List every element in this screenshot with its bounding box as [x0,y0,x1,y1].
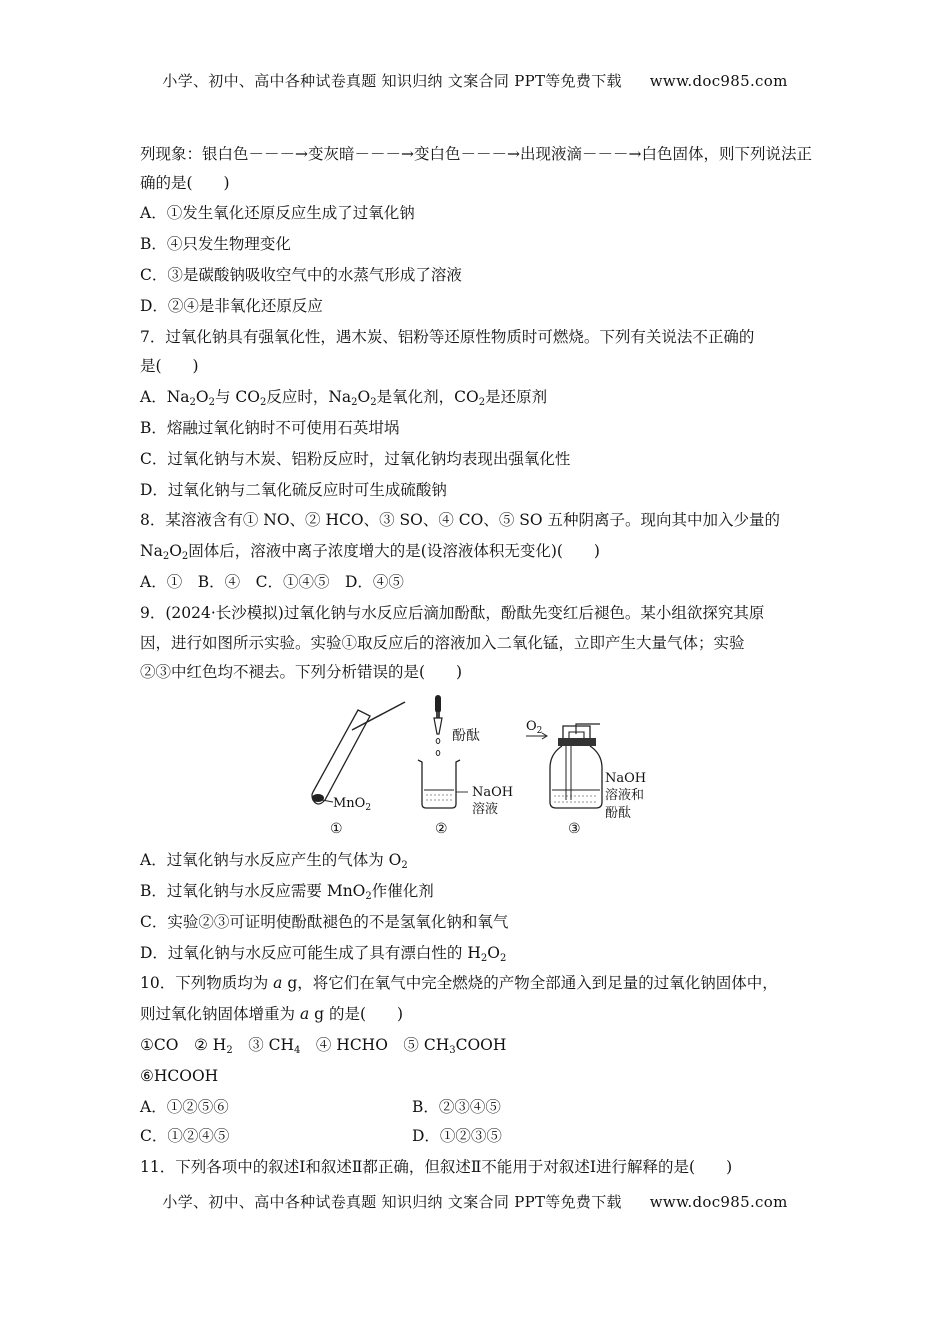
q10-option-d: D．①②③⑤ [412,1127,502,1145]
q9-option-c: C．实验②③可证明使酚酞褪色的不是氢氧化钠和氧气 [140,913,509,931]
label-solution: 溶液 [472,802,499,817]
q6-option-b: B．④只发生物理变化 [140,235,291,253]
q6-option-d: D．②④是非氧化还原反应 [140,297,323,315]
label-solution-and: 溶液和 [605,788,645,803]
q11-stem: 11．下列各项中的叙述Ⅰ和叙述Ⅱ都正确，但叙述Ⅱ不能用于对叙述Ⅰ进行解释的是( ) [140,1158,733,1176]
q10-option-a: A．①②⑤⑥ [140,1098,229,1116]
gas-bottle-apparatus [526,724,602,808]
q7-option-b: B．熔融过氧化钠时不可使用石英坩埚 [140,419,400,437]
q7-option-a: A．$Na_2O_2$与 $CO_2$反应时，$Na_2O_2$是氧化剂，$CO_2$是还原剂 [140,388,548,408]
label-exp-2: ② [435,821,448,837]
q7-stem-line2: 是( ) [140,357,199,375]
footer-url: www.doc985.com [649,1193,788,1211]
q9-option-a: A．过氧化钠与水反应产生的气体为 $O_2$ [140,851,408,871]
experiment-figure [300,690,660,840]
label-o2: $O_2$ [526,719,543,736]
label-exp-3: ③ [568,821,581,837]
label-phenolphthalein: 酚酞 [452,728,480,744]
q7-option-d: D．过氧化钠与二氧化硫反应时可生成硫酸钠 [140,481,447,499]
q9-option-d: D．过氧化钠与水反应可能生成了具有漂白性的 $H_2O_2$ [140,944,507,964]
q8-options: A．① B．④ C．①④⑤ D．④⑤ [140,573,404,591]
label-exp-1: ① [330,821,343,837]
q10-item-6: ⑥HCOOH [140,1067,219,1085]
label-mno2: MnO$_2$ [333,796,372,813]
q7-stem-line1: 7．过氧化钠具有强氧化性，遇木炭、铝粉等还原性物质时可燃烧。下列有关说法不正确的 [140,328,755,346]
q9-stem-line2: 因，进行如图所示实验。实验①取反应后的溶液加入二氧化锰，立即产生大量气体；实验 [140,634,745,652]
q8-stem-line2: $Na_2O_2$固体后，溶液中离子浓度增大的是(设溶液体积无变化)( ) [140,542,600,562]
q6-option-a: A．①发生氧化还原反应生成了过氧化钠 [140,204,415,222]
q8-stem-line1: 8．某溶液含有① NO、② HCO、③ SO、④ CO、⑤ SO 五种阴离子。现向其中加入少量的 [140,511,780,529]
q10-stem-line1: 10．下列物质均为 a g，将它们在氧气中完全燃烧的产物全部通入到足量的过氧化钠固体中， [140,974,778,992]
q10-option-c: C．①②④⑤ [140,1127,230,1145]
q6-stem-line2: 确的是( ) [140,174,230,192]
q10-option-b: B．②③④⑤ [412,1098,501,1116]
q10-stem-line2: 则过氧化钠固体增重为 a g 的是( ) [140,1005,404,1023]
q6-stem-line1: 列现象：银白色－－－→变灰暗－－－→变白色－－－→出现液滴－－－→白色固体，则下列说法正 [140,145,812,163]
header-text: 小学、初中、高中各种试卷真题 知识归纳 文案合同 PPT等免费下载 [162,72,622,90]
page-header [0,70,950,91]
q9-stem-line3: ②③中红色均不褪去。下列分析错误的是( ) [140,663,463,681]
label-naoh: NaOH [472,785,514,800]
q10-items: ①CO ② $H_2$ ③ $CH_4$ ④ HCHO ⑤ $CH_3COOH$ [140,1036,507,1056]
footer-text: 小学、初中、高中各种试卷真题 知识归纳 文案合同 PPT等免费下载 [162,1193,622,1211]
header-url: www.doc985.com [649,72,788,90]
q7-option-c: C．过氧化钠与木炭、铝粉反应时，过氧化钠均表现出强氧化性 [140,450,571,468]
page-footer [0,1191,950,1212]
label-phenolphthalein-3: 酚酞 [605,806,632,821]
test-tube-apparatus [312,702,405,804]
beaker-apparatus [418,695,468,808]
q9-option-b: B．过氧化钠与水反应需要 MnO$_2$作催化剂 [140,882,434,902]
q6-option-c: C．③是碳酸钠吸收空气中的水蒸气形成了溶液 [140,266,462,284]
label-naoh-3: NaOH [605,771,647,786]
q9-stem-line1: 9．(2024·长沙模拟)过氧化钠与水反应后滴加酚酞，酚酞先变红后褪色。某小组欲探究其原 [140,604,765,622]
